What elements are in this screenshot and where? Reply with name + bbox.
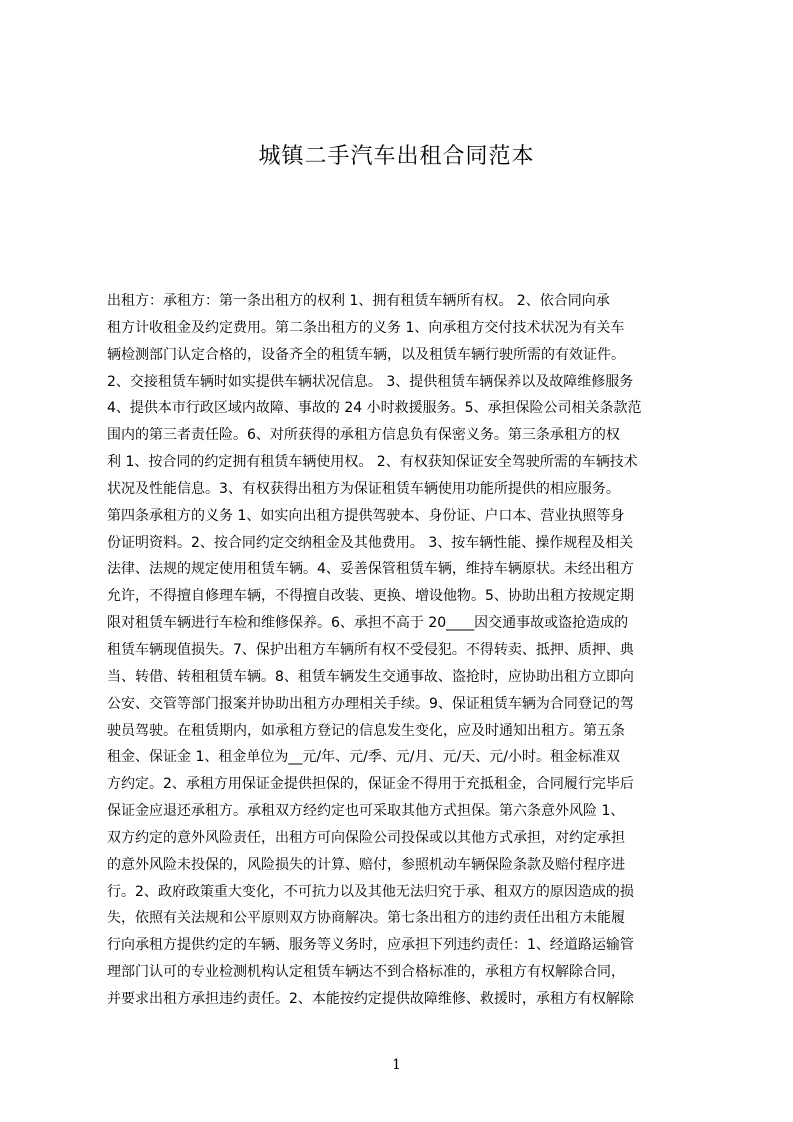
body-line: 理部门认可的专业检测机构认定租赁车辆达不到合格标准的，承租方有权解除合同， <box>107 964 625 981</box>
document-title: 城镇二手汽车出租合同范本 <box>258 144 535 169</box>
body-line: 状况及性能信息。3、有权获得出租方为保证租赁车辆使用功能所提供的相应服务。 <box>107 480 620 497</box>
body-line: 行向承租方提供约定的车辆、服务等义务时，应承担下列违约责任：1、经道路运输管 <box>107 937 634 954</box>
body-line: 失，依照有关法规和公平原则双方协商解决。第七条出租方的违约责任出租方未能履 <box>107 910 625 927</box>
body-line: 双方约定的意外风险责任，出租方可向保险公司投保或以其他方式承担，对约定承担 <box>107 829 625 846</box>
body-line: 方约定。2、承租方用保证金提供担保的，保证金不得用于充抵租金，合同履行完毕后 <box>107 776 634 793</box>
body-line: 保证金应退还承租方。承租双方经约定也可采取其他方式担保。第六条意外风险 1、 <box>107 803 625 820</box>
body-line: 辆检测部门认定合格的，设备齐全的租赁车辆，以及租赁车辆行驶所需的有效证件。 <box>107 346 625 363</box>
body-line: 法律、法规的规定使用租赁车辆。4、妥善保管租赁车辆，维持车辆原状。未经出租方 <box>107 561 634 578</box>
body-line: 围内的第三者责任险。6、对所获得的承租方信息负有保密义务。第三条承租方的权 <box>107 427 620 444</box>
body-line: 4、提供本市行政区域内故障、事故的 24 小时救援服务。5、承担保险公司相关条款范 <box>107 400 642 417</box>
body-line: 租金、保证金 1、租金单位为__元/年、元/季、元/月、元/天、元/小时。租金标准双 <box>107 749 620 766</box>
body-line: 2、交接租赁车辆时如实提供车辆状况信息。 3、提供租赁车辆保养以及故障维修服务 <box>107 373 634 390</box>
contract-body <box>107 288 697 1007</box>
body-line: 出租方：承租方：第一条出租方的权利 1、拥有租赁车辆所有权。 2、依合同向承 <box>107 293 610 309</box>
body-line: 租赁车辆现值损失。7、保护出租方车辆所有权不受侵犯。不得转卖、抵押、质押、典 <box>107 641 634 658</box>
body-line: 份证明资料。2、按合同约定交纳租金及其他费用。 3、按车辆性能、操作规程及相关 <box>107 534 634 551</box>
body-line: 公安、交管等部门报案并协助出租方办理相关手续。9、保证租赁车辆为合同登记的驾 <box>107 695 634 712</box>
body-line: 并要求出租方承担违约责任。2、本能按约定提供故障维修、救援时，承租方有权解除 <box>107 990 634 1007</box>
body-line: 当、转借、转租租赁车辆。8、租赁车辆发生交通事故、盗抢时，应协助出租方立即向 <box>107 668 634 685</box>
body-line: 第四条承租方的义务 1、如实向出租方提供驾驶本、身份证、户口本、营业执照等身 <box>107 507 625 524</box>
body-line: 驶员驾驶。在租赁期内，如承租方登记的信息发生变化，应及时通知出租方。第五条 <box>107 722 625 739</box>
page-number: 1 <box>392 1057 401 1073</box>
body-line: 的意外风险未投保的，风险损失的计算、赔付，参照机动车辆保险条款及赔付程序进 <box>107 856 625 873</box>
body-line: 利 1、按合同的约定拥有租赁车辆使用权。 2、有权获知保证安全驾驶所需的车辆技术 <box>107 454 638 471</box>
body-line: 租方计收租金及约定费用。第二条出租方的义务 1、向承租方交付技术状况为有关车 <box>107 319 625 336</box>
body-line: 行。2、政府政策重大变化，不可抗力以及其他无法归究于承、租双方的原因造成的损 <box>107 883 634 900</box>
body-line: 限对租赁车辆进行车检和维修保养。6、承担不高于 20____因交通事故或盗抢造成的 <box>107 615 629 632</box>
body-line: 允许，不得擅自修理车辆，不得擅自改装、更换、增设他物。5、协助出租方按规定期 <box>107 588 634 605</box>
